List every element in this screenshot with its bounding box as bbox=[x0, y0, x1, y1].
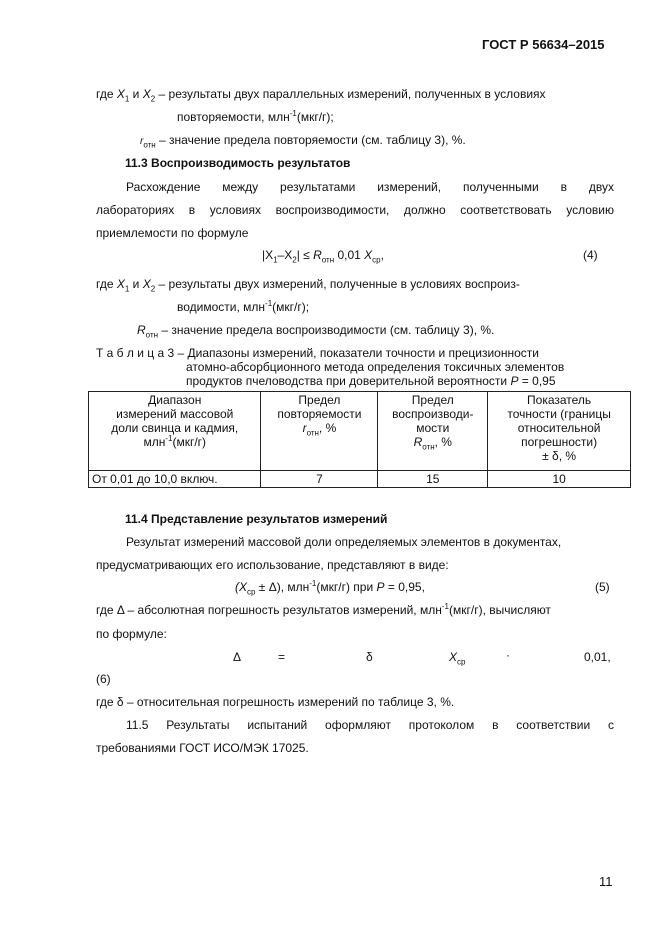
cell-range: От 0,01 до 10,0 включ. bbox=[89, 471, 261, 488]
where-x-line: где $X_1$ и $X_2$ – результаты двух параллельных измерений, полученных в условиях bbox=[96, 87, 546, 104]
section-11-3-heading: 11.3 Воспроизводимость результатов bbox=[125, 156, 351, 170]
standard-id-header: ГОСТ Р 56634–2015 bbox=[482, 37, 605, 52]
f6-xcp: $X_{ср}$ bbox=[449, 650, 466, 667]
col-repeatability-header: Предел повторяемости $r_{отн}$, % bbox=[261, 392, 378, 471]
f6-delta: Δ bbox=[233, 650, 242, 664]
r-definition: $r_{отн}$ – значение предела повторяемости (см. таблицу 3), %. bbox=[140, 133, 466, 150]
table-row bbox=[89, 471, 631, 488]
formula-5-number: (5) bbox=[595, 580, 610, 594]
f6-equals: = bbox=[278, 650, 286, 664]
f6-coefficient: 0,01, bbox=[584, 650, 611, 664]
para-11-4-line2: предусматривающих его использование, представляют в виде: bbox=[96, 558, 449, 572]
col-reproducibility-header: Предел воспроизводи- мости $R_{отн}$, % bbox=[378, 392, 488, 471]
col-accuracy-header: Показатель точности (границы относительной погрешности) ± δ, % bbox=[488, 392, 631, 471]
delta-where-line: где Δ – абсолютная погрешность результатов измерений, млн$^{-1}$(мкг/г), вычисляют bbox=[96, 602, 551, 617]
where-x-repro-line-2: водимости, млн$^{-1}$(мкг/г); bbox=[177, 299, 310, 314]
formula-6-number: (6) bbox=[96, 672, 111, 686]
page-number: 11 bbox=[599, 874, 613, 889]
delta-note: где δ – относительная погрешность измерений по таблице 3, %. bbox=[96, 695, 455, 709]
col-range-header: Диапазон измерений массовой доли свинца и кадмия, млн$^{-1}$(мкг/г) bbox=[89, 392, 261, 471]
para-11-3-line3: приемлемости по формуле bbox=[96, 226, 249, 240]
para-11-5-line2: требованиями ГОСТ ИСО/МЭК 17025. bbox=[96, 741, 309, 755]
delta-where-line-2: по формуле: bbox=[96, 627, 167, 641]
table-3 bbox=[88, 391, 631, 488]
f6-dot: · bbox=[506, 648, 510, 662]
para-11-3-line1: Расхождение между результатами измерений, полученными в двух bbox=[126, 180, 614, 194]
table-3-caption-line1: Т а б л и ц а 3 – Диапазоны измерений, показатели точности и прецизионности bbox=[96, 346, 539, 360]
R-definition: $R_{отн}$ – значение предела воспроизводимости (см. таблицу 3), %. bbox=[137, 323, 495, 340]
para-11-5-line1: 11.5 Результаты испытаний оформляют протоколом в соответствии с bbox=[126, 718, 614, 732]
cell-R: 15 bbox=[378, 471, 488, 488]
f6-delta-rel: δ bbox=[366, 650, 373, 664]
table-3-caption-line2: атомно-абсорбционного метода определения токсичных элементов bbox=[186, 360, 565, 374]
formula-4: $|X_1-X_2| \le R_{отн}$ 0,01 $X_{ср}$, bbox=[262, 248, 384, 265]
formula-5: $(X_{ср} \pm \Delta)$, млн$^{-1}$(мкг/г) при P = 0,95, bbox=[235, 579, 425, 597]
formula-4-number: (4) bbox=[583, 248, 598, 262]
section-11-4-heading: 11.4 Представление результатов измерений bbox=[125, 512, 388, 526]
cell-r: 7 bbox=[261, 471, 378, 488]
table-3-caption-line3: продуктов пчеловодства при доверительной вероятности P = 0,95 bbox=[186, 374, 556, 388]
para-11-3-line2: лабораториях в условиях воспроизводимости, должно соответствовать условию bbox=[96, 203, 614, 217]
where-x-line-2: повторяемости, млн$^{-1}$(мкг/г); bbox=[177, 109, 334, 124]
where-x-repro-line: где $X_1$ и $X_2$ – результаты двух измерений, полученные в условиях воспроиз- bbox=[96, 277, 520, 294]
para-11-4-line1: Результат измерений массовой доли определяемых элементов в документах, bbox=[126, 535, 562, 549]
table-header-row bbox=[89, 392, 631, 471]
cell-delta: 10 bbox=[488, 471, 631, 488]
